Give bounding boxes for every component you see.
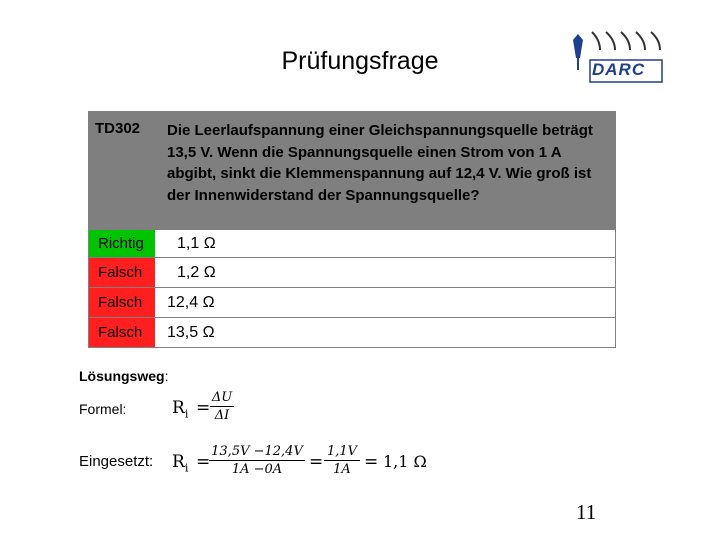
- question-table: [88, 111, 616, 348]
- answer-value: 1,2 Ω: [177, 264, 216, 281]
- formula-fraction: ΔU ΔI: [211, 390, 233, 423]
- answer-row: [89, 257, 615, 287]
- question-header: [89, 112, 615, 229]
- question-text: Die Leerlaufspannung einer Gleichspannungsquelle beträgt 13,5 V. Wenn die Spannungsquelle einen Strom von 1 A abgibt, sinkt die Klemmenspannung auf 12,4 V. Wie groß ist der Innenwiderstand der Spannungsquelle?: [167, 122, 593, 204]
- answer-value: 13,5 Ω: [167, 324, 215, 341]
- solution-heading: Lösungsweg:: [79, 368, 169, 384]
- answer-status-wrong: Falsch: [89, 258, 155, 287]
- answer-status-wrong: Falsch: [89, 288, 155, 317]
- answer-value: 1,1 Ω: [177, 235, 216, 252]
- inserted-equals-3: =: [364, 452, 379, 472]
- slide-title: Prüfungsfrage: [281, 47, 439, 75]
- answer-value: 12,4 Ω: [167, 294, 215, 311]
- answer-row: [89, 229, 615, 257]
- inserted-lhs: $R_i$: [172, 452, 189, 475]
- answer-status-correct: Richtig: [89, 230, 155, 257]
- inserted-result: 1,1 Ω: [383, 452, 427, 471]
- inserted-fraction-2: 1,1V 1A: [324, 444, 360, 477]
- answer-row: [89, 287, 615, 317]
- inserted-label: Eingesetzt:: [79, 453, 154, 470]
- formula-equals: =: [196, 398, 211, 418]
- page-number: 11: [576, 500, 597, 524]
- formula-label: Formel:: [79, 401, 127, 417]
- inserted-equals-1: =: [196, 452, 211, 472]
- inserted-equals-2: =: [309, 452, 324, 472]
- formula-lhs: $R_i$: [172, 398, 189, 421]
- inserted-fraction-1: 13,5V −12,4V 1A −0A: [209, 444, 305, 477]
- answer-row: [89, 317, 615, 347]
- answer-status-wrong: Falsch: [89, 318, 155, 347]
- darc-logo-text: DARC: [592, 60, 646, 79]
- question-id: TD302: [95, 120, 141, 137]
